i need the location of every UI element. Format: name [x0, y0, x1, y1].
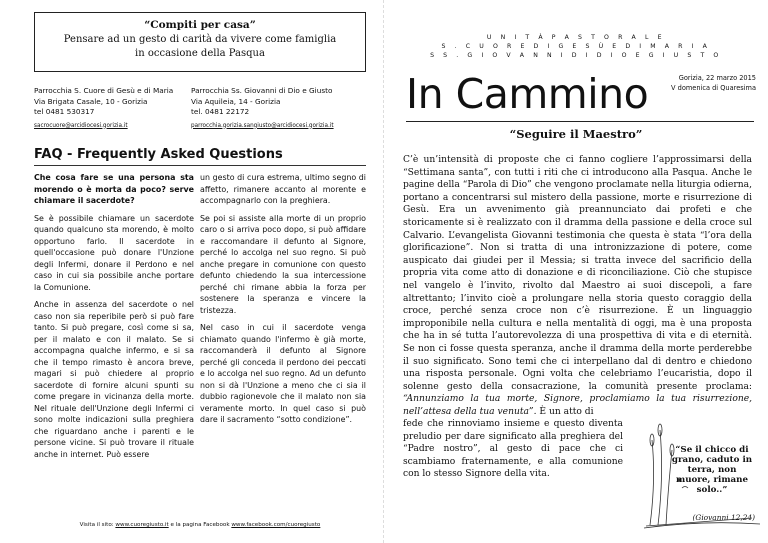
footer-prefix: Visita il sito:	[79, 522, 116, 528]
faq-paragraph: Anche in assenza del sacerdote o nel caso non sia reperibile però si può fare tanto. Si può pregare, così come si sa, per il malato e con il malato. Se si accompagna qualche infermo, e si sa che il tempo rimasto è ancora breve, magari si può chiedere al proprio sacerdote di fornire alcuni spunti su come pregare in vicinanza della morte. Nel rituale dell'Unzione degli Infermi ci sono molte indicazioni sulla preghiera che riguardano anche i parenti e le persone vicine. Si può trovare il rituale anche in internet. Può essere	[34, 300, 194, 459]
masthead-organization	[384, 33, 768, 60]
parish-address: Via Aquileia, 14 - Gorizia	[191, 96, 281, 106]
front-page	[384, 0, 768, 543]
homework-line-1: Pensare ad un gesto di carità da vivere come famiglia	[63, 34, 337, 45]
faq-paragraph: Se poi si assiste alla morte di un proprio caro o si arriva poco dopo, si può affidare e raccomandare il defunto al Signore, perché lo accolga nel suo regno. Si può anche pregare in comunione con questo defunto chiedendo la sua intercessione perché chi rimane abbia la forza per sostenere la speranza e vincere la tristezza.	[200, 213, 366, 315]
faq-paragraph: Nel caso in cui il sacerdote venga chiamato quando l'infermo è già morte, raccomanderà il defunto al Signore perché gli conceda il perdono dei peccati e lo accolga nel suo regno. Ad un defunto non si dà l'Unzione a meno che ci sia il dubbio ragionevole che il malato non sia veramente morto. In quel caso si può dare il sacramento “sotto condizione”.	[200, 323, 366, 424]
parish-email-link[interactable]: parrocchia.gorizia.sangiusto@arcidiocesi.gorizia.it	[191, 122, 334, 129]
org-line: U N I T À P A S T O R A L E	[486, 34, 666, 41]
homework-line-2: in occasione della Pasqua	[135, 47, 265, 59]
homework-box	[34, 12, 366, 72]
gospel-quote: “Se il chicco di grano, caduto in terra, non muore, rimane solo..”	[671, 445, 753, 495]
homework-text	[35, 33, 365, 60]
article-title: “Seguire il Maestro”	[509, 127, 643, 141]
article-body	[403, 154, 752, 418]
parish-contact-san-giusto	[191, 86, 371, 131]
org-line: S S . G I O V A N N I D I D I O E G I U S T O	[430, 52, 722, 59]
faq-divider	[34, 165, 366, 166]
parish-phone: tel. 0481 22172	[191, 107, 250, 116]
parish-address: Via Brigata Casale, 10 - Gorizia	[34, 96, 148, 106]
parish-name: Parrocchia Ss. Giovanni di Dio e Giusto	[191, 86, 333, 95]
faq-column-1	[34, 172, 194, 466]
parish-contact-sacro-cuore	[34, 86, 184, 131]
acclamation-text: “Annunziamo la tua morte, Signore, proclamiamo la tua risurrezione, nell’attesa della tua venuta”	[403, 394, 752, 417]
article-continuation: fede che rinnoviamo insieme e questo diventa preludio per dare significato alla preghiera del “Padre nostro”, al gesto di pace che ci scambiamo fraternamente, e alla comunione con lo stesso Signore della vita.	[403, 419, 623, 480]
issue-date-text: Gorizia, 22 marzo 2015	[678, 74, 756, 82]
facebook-link[interactable]: www.facebook.com/cuoregiusto	[231, 522, 321, 528]
gospel-reference: (Giovanni 12,24)	[692, 513, 755, 522]
homework-title: “Compiti per casa”	[144, 19, 256, 31]
website-link[interactable]: www.cuoregiusto.it	[115, 522, 169, 528]
parish-email-link[interactable]: sacrocuore@arcidiocesi.gorizia.it	[34, 122, 128, 129]
parish-phone: tel 0481 530317	[34, 107, 95, 116]
faq-question: Che cosa fare se una persona sta morendo o è morta da poco? serve chiamare il sacerdote?	[34, 173, 194, 205]
footer-middle: e la pagina Facebook	[168, 522, 232, 528]
article-text: C’è un’intensità di proposte che ci fanno cogliere l’approssimarsi della “Settimana santa”, con tutti i riti che ci introducono alla Pasqua. Anche le pagine della “Parola di Dio” che vengono proclamate nella liturgia odierna, portano a concentrarsi sul mistero della passione, morte e risurrezione di Gesù. Era un avvenimento già preannunciato dai profeti e che storicamente si è realizzato con il dramma della passione e della croce sul Calvario. L’evangelista Giovanni testimonia che questa è stata “l’ora della glorificazione”. Non si tratta di una intronizzazione di potere, come auspicato dai giudei per il Messia; si tratta invece del sacrificio della propria vita come atto di donazione e di riconciliazione. Ciò che stupisce nel vangelo è l’invito, rivolto dal Maestro ai suoi discepoli, a fare altrettanto; l’invito cioè a prolungare nella storia questo coraggio della croce, perché senza croce non c’è risurrezione. È un linguaggio improponibile nella cultura e nella mentalità di oggi, ma è una proposta che ha in sé tutta l’autorevolezza di una prospettiva di vita e di eternità. Se non ci fosse questa speranza, anche il dramma della morte perderebbe il suo significato. Sono temi che ci interpellano dal di dentro e chiedono una risposta personale. Ogni volta che celebriamo l’eucaristia, dopo il solenne gesto della consacrazione, la comunità presente proclama:	[403, 155, 752, 392]
faq-column-2	[200, 172, 366, 432]
liturgical-sunday: V domenica di Quaresima	[671, 83, 756, 92]
article-text-tail: . È un atto di	[533, 406, 594, 417]
faq-paragraph: un gesto di cura estrema, ultimo segno di affetto, rimanere accanto al morente e accompagnarlo con la preghiera.	[200, 173, 366, 205]
issue-date	[660, 74, 756, 93]
faq-heading: FAQ - Frequently Asked Questions	[34, 147, 283, 162]
masthead-divider	[406, 121, 754, 122]
org-line: S . C U O R E D I G E S Ù E D I M A R I A	[441, 43, 711, 50]
parish-name: Parrocchia S. Cuore di Gesù e di Maria	[34, 86, 174, 95]
newsletter-title: In Cammino	[406, 70, 649, 118]
footer-links	[34, 522, 366, 528]
faq-paragraph: Se è possibile chiamare un sacerdote quando qualcuno sta morendo, è molto opportuno farlo. Il sacerdote in quell'occasione può donare l'Unzione degli Infermi, donare il Perdono e nel caso in cui sia possibile anche portare la Comunione.	[34, 213, 194, 292]
